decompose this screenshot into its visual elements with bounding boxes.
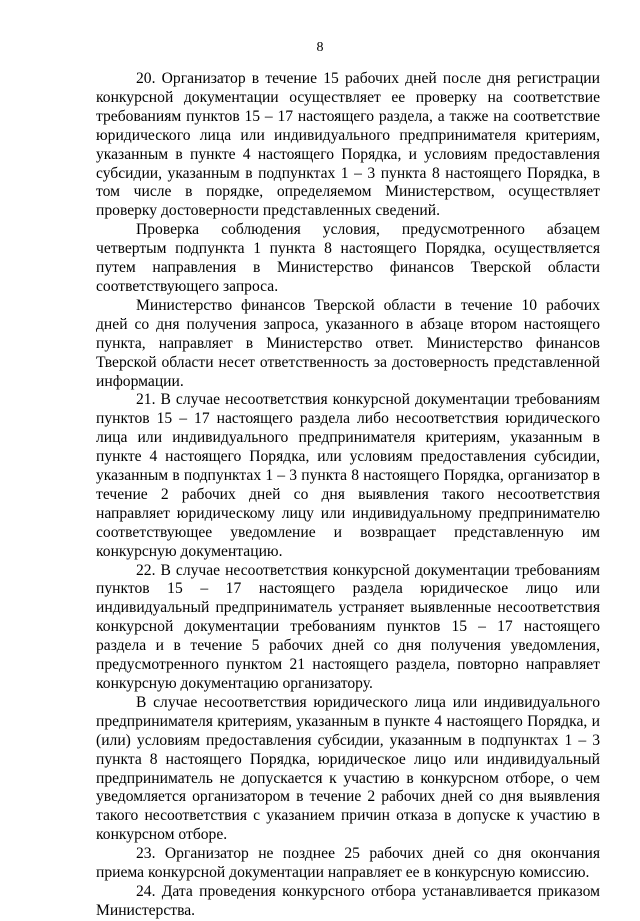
paragraph-22-non-admission: В случае несоответствия юридического лица или индивидуального предпринимателя критериям, указанным в пункте 4 настоящего Порядка, и (или) условиям предоставления субсидии, указанным в подпунктах 1 – 3 пункта 8 настоящего Порядка, юридическое лицо или индивидуальный предприниматель не допускается к участию в конкурсном отборе, о чем уведомляется организатором в течение 2 рабочих дней со дня выявления такого несоответствия с указанием причин отказа в допуске к участию в конкурсном отборе. (96, 693, 600, 844)
page-number: 8 (316, 40, 324, 55)
paragraph-22: 22. В случае несоответствия конкурсной документации требованиям пунктов 15 – 17 настоящего раздела юридическое лицо или индивидуальный предприниматель устраняет выявленные несоответствия конкурсной документации требованиям пунктов 15 – 17 настоящего раздела и в течение 5 рабочих дней со дня получения уведомления, предусмотренного пунктом 21 настоящего раздела, повторно направляет конкурсную документацию организатору. (96, 561, 600, 692)
paragraph-20-verification: Проверка соблюдения условия, предусмотренного абзацем четвертым подпункта 1 пункта 8 настоящего Порядка, осуществляется путем направления в Министерство финансов Тверской области соответствующего запроса. (96, 221, 600, 295)
document-body (96, 70, 600, 921)
paragraph-20: 20. Организатор в течение 15 рабочих дней после дня регистрации конкурсной документации осуществляет ее проверку на соответствие требованиям пунктов 15 – 17 настоящего раздела, а также на соответствие юридического лица или индивидуального предпринимателя критериям, указанным в пункте 4 настоящего Порядка, и условиям предоставления субсидии, указанным в подпунктах 1 – 3 пункта 8 настоящего Порядка, в том числе в порядке, определяемом Министерством, осуществляет проверку достоверности представленных сведений. (96, 70, 600, 220)
paragraph-24: 24. Дата проведения конкурсного отбора устанавливается приказом Министерства. (96, 882, 600, 919)
paragraph-23: 23. Организатор не позднее 25 рабочих дней со дня окончания приема конкурсной документации направляет ее в конкурсную комиссию. (96, 845, 600, 882)
paragraph-20-ministry-response: Министерство финансов Тверской области в течение 10 рабочих дней со дня получения запроса, указанного в абзаце втором настоящего пункта, направляет в Министерство ответ. Министерство финансов Тверской области несет ответственность за достоверность представленной информации. (96, 296, 600, 390)
paragraph-21: 21. В случае несоответствия конкурсной документации требованиям пунктов 15 – 17 настоящего раздела либо несоответствия юридического лица или индивидуального предпринимателя критериям, указанным в пункте 4 настоящего Порядка, или условиям предоставления субсидии, указанным в подпунктах 1 – 3 пункта 8 настоящего Порядка, организатор в течение 2 рабочих дней со дня выявления такого несоответствия направляет юридическому лицу или индивидуальному предпринимателю соответствующее уведомление и возвращает представленную им конкурсную документацию. (96, 391, 600, 560)
